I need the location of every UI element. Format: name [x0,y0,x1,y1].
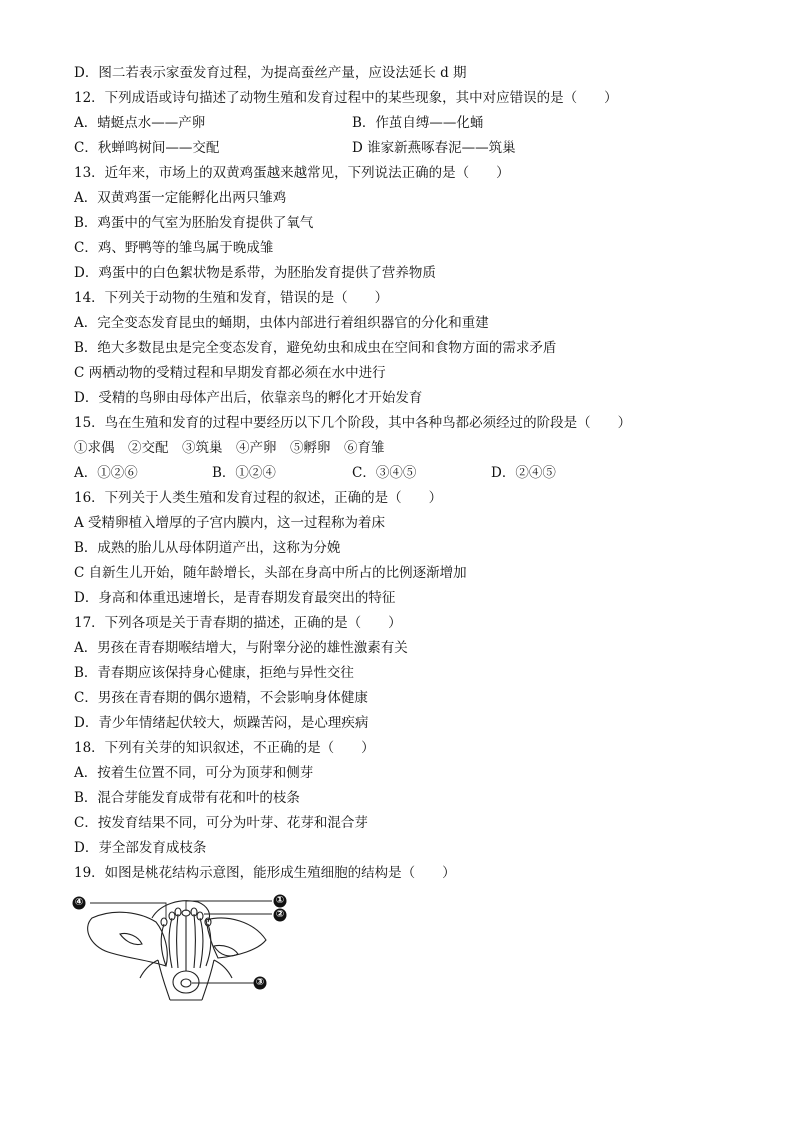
q15-option-d: D．②④⑤ [491,465,556,481]
question-15: 15．鸟在生殖和发育的过程中要经历以下几个阶段，其中各种鸟都必须经过的阶段是（ ） [74,415,632,431]
question-14: 14．下列关于动物的生殖和发育，错误的是（ ） [74,290,389,306]
q18-option-d: D．芽全部发育成枝条 [74,840,207,856]
q14-option-a: A．完全变态发育昆虫的蛹期，虫体内部进行着组织器官的分化和重建 [74,315,489,331]
q15-option-c: C．③④⑤ [352,465,417,481]
q12-option-a: A．蜻蜓点水——产卵 [74,115,206,131]
leader-line-4 [90,903,166,920]
question-17: 17．下列各项是关于青春期的描述，正确的是（ ） [74,615,402,631]
q18-option-c: C．按发育结果不同，可分为叶芽、花芽和混合芽 [74,815,368,831]
question-13: 13．近年来，市场上的双黄鸡蛋越来越常见，下列说法正确的是（ ） [74,165,510,181]
q13-option-d: D．鸡蛋中的白色絮状物是系带，为胚胎发育提供了营养物质 [74,265,436,281]
ovule-shape [181,979,191,987]
q13-option-b: B．鸡蛋中的气室为胚胎发育提供了氧气 [74,215,314,231]
q14-option-d: D．受精的鸟卵由母体产出后，依靠亲鸟的孵化才开始发育 [74,390,423,406]
question-18: 18．下列有关芽的知识叙述，不正确的是（ ） [74,740,375,756]
q11-option-d: D．图二若表示家蚕发育过程，为提高蚕丝产量，应设法延长 d 期 [74,65,467,81]
label-2: ② [275,909,285,920]
right-petal-inner [214,945,238,955]
q13-option-a: A．双黄鸡蛋一定能孵化出两只雏鸡 [74,190,287,206]
q16-option-b: B．成熟的胎儿从母体阴道产出，这称为分娩 [74,540,341,556]
q17-option-a: A．男孩在青春期喉结增大，与附睾分泌的雄性激素有关 [74,640,408,656]
q16-option-c: C 自新生儿开始，随年龄增长，头部在身高中所占的比例逐渐增加 [74,565,467,581]
question-12: 12．下列成语或诗句描述了动物生殖和发育过程中的某些现象，其中对应错误的是（ ） [74,90,618,106]
q12-option-d: D 谁家新燕啄春泥——筑巢 [352,140,516,156]
q13-option-c: C．鸡、野鸭等的雏鸟属于晚成雏 [74,240,274,256]
left-petal-fold [120,933,142,944]
q17-option-d: D．青少年情绪起伏较大，烦躁苦闷，是心理疾病 [74,715,369,731]
q15-option-a: A．①②⑥ [74,465,138,481]
q17-option-b: B．青春期应该保持身心健康，拒绝与异性交往 [74,665,354,681]
label-4: ④ [74,897,84,908]
q12-option-c: C．秋蝉鸣树间——交配 [74,140,220,156]
q14-option-b: B．绝大多数昆虫是完全变态发育，避免幼虫和成虫在空间和食物方面的需求矛盾 [74,340,557,356]
left-petal [88,912,168,966]
question-16: 16．下列关于人类生殖和发育过程的叙述，正确的是（ ） [74,490,443,506]
peach-flower-diagram [68,888,300,1010]
label-3: ③ [255,977,265,988]
q15-option-b: B．①②④ [212,465,276,481]
ovary-shape [173,971,199,993]
q14-option-c: C 两栖动物的受精过程和早期发育都必须在水中进行 [74,365,386,381]
q17-option-c: C．男孩在青春期的偶尔遗精，不会影响身体健康 [74,690,368,706]
q12-option-b: B．作茧自缚——化蛹 [352,115,484,131]
question-19: 19．如图是桃花结构示意图，能形成生殖细胞的结构是（ ） [74,865,456,881]
q15-stages: ①求偶 ②交配 ③筑巢 ④产卵 ⑤孵卵 ⑥育雏 [74,440,385,456]
q16-option-a: A 受精卵植入增厚的子宫内膜内，这一过程称为着床 [74,515,386,531]
q18-option-b: B．混合芽能发育成带有花和叶的枝条 [74,790,300,806]
q16-option-d: D．身高和体重迅速增长，是青春期发育最突出的特征 [74,590,396,606]
q18-option-a: A．按着生位置不同，可分为顶芽和侧芽 [74,765,314,781]
label-1: ① [275,895,285,906]
